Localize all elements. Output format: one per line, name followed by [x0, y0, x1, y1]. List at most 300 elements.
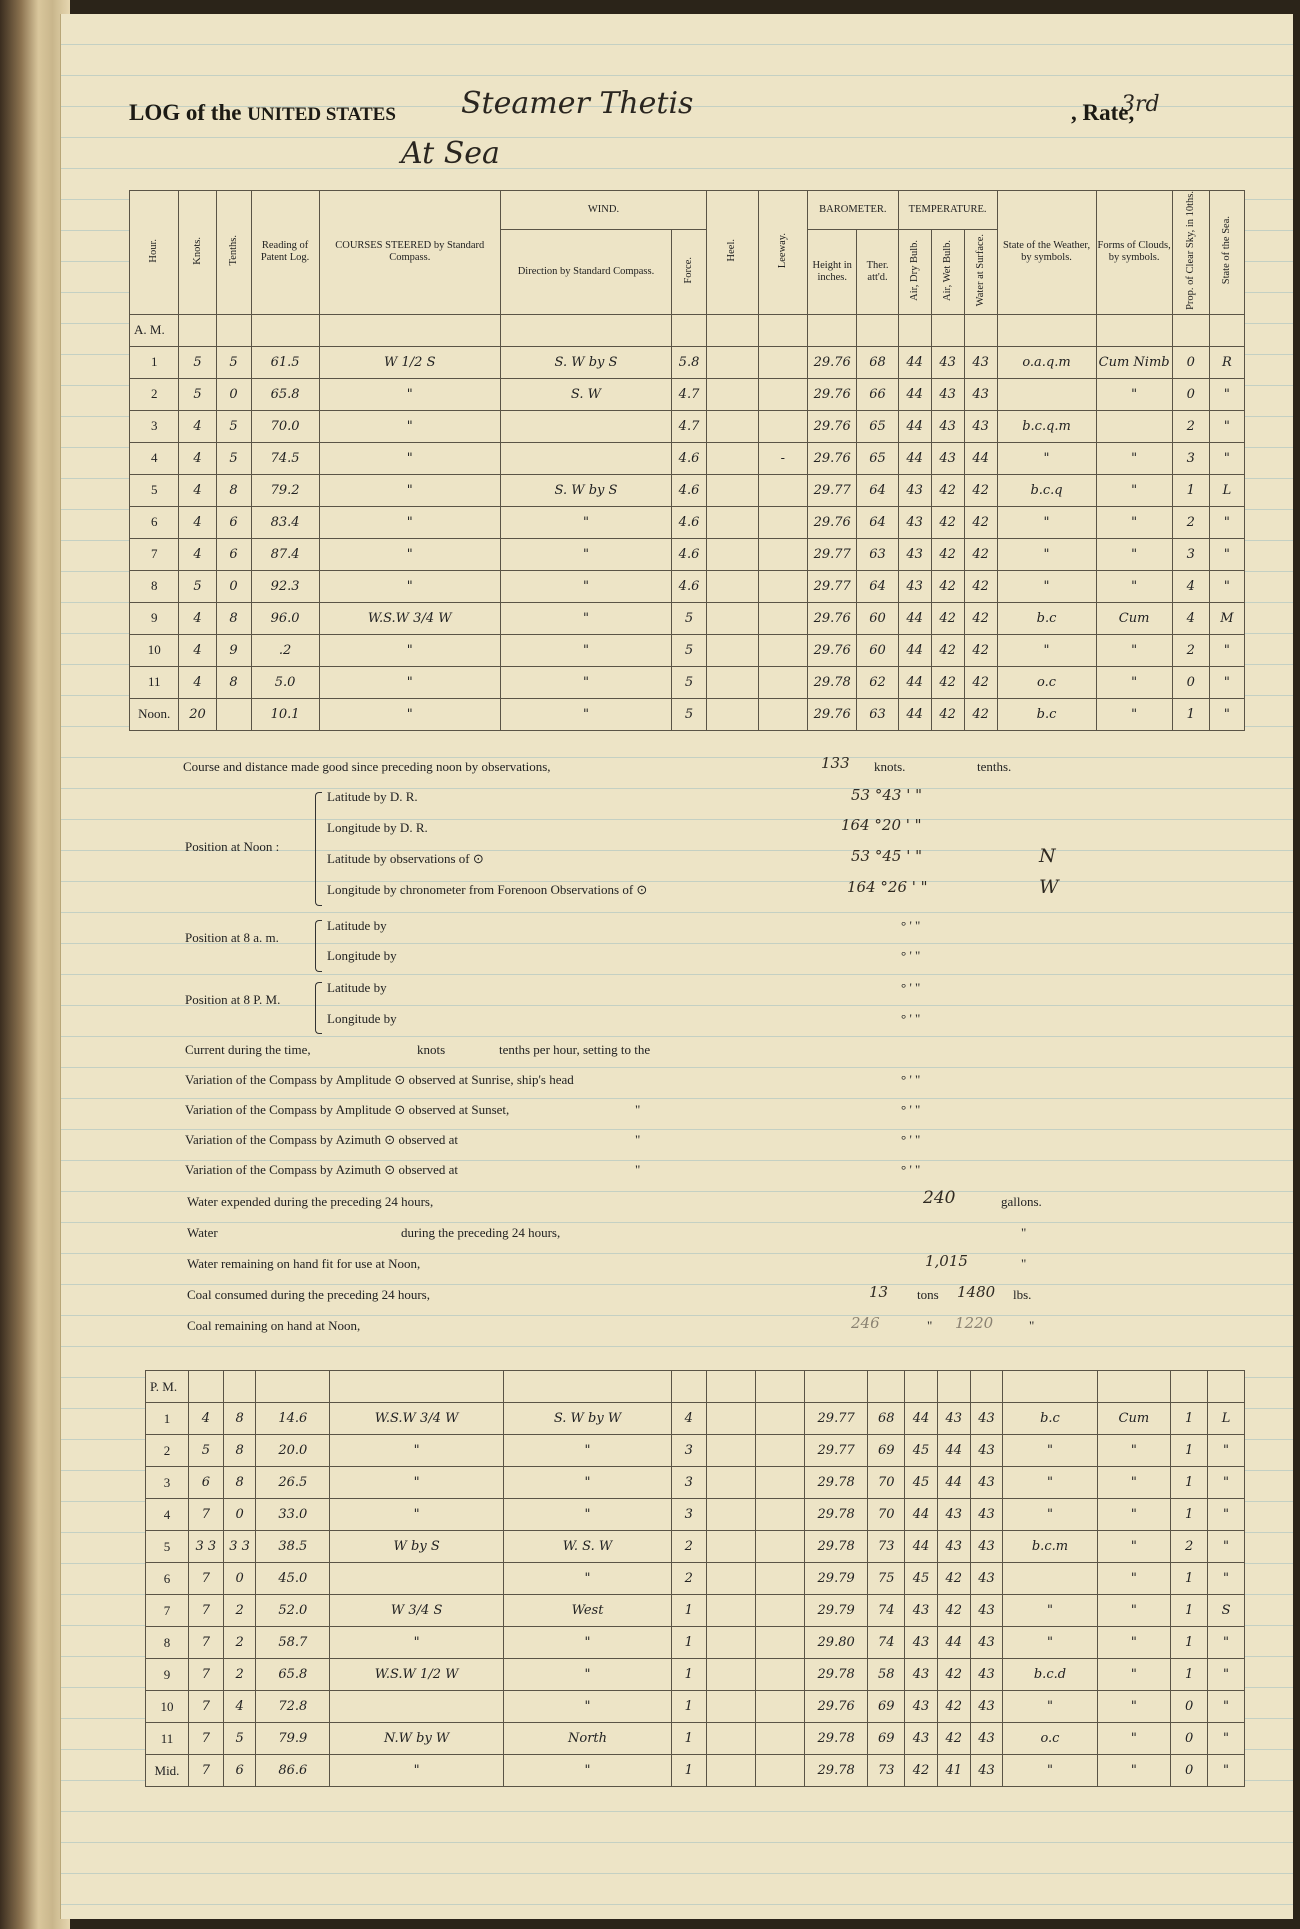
pm-bar-cell: 29.78: [804, 1723, 867, 1755]
am-row: [130, 634, 1245, 666]
current-tenths-label: tenths per hour, setting to the: [499, 1042, 651, 1057]
pos-8am-longitude-label: Longitude by: [327, 948, 397, 963]
pm-water-cell: 43: [970, 1531, 1003, 1563]
am-bar-cell: 29.78: [808, 666, 857, 698]
lat-dr-value: 53 °43 ' ": [851, 786, 923, 804]
am-sea-cell: ": [1209, 506, 1244, 538]
pm-wet-cell: 42: [937, 1723, 970, 1755]
am-course-cell: ": [319, 538, 500, 570]
pm-row: [146, 1563, 1245, 1595]
am-weather-cell: [997, 378, 1096, 410]
pm-bar-cell: 29.78: [804, 1659, 867, 1691]
var-azimuth-label-1: Variation of the Compass by Azimuth ⊙ observed at: [185, 1132, 459, 1147]
pm-bar-cell: 29.76: [804, 1691, 867, 1723]
am-course-cell: ": [319, 634, 500, 666]
am-knots-cell: 4: [179, 602, 216, 634]
coal-remaining-ditto-2: ": [1029, 1318, 1035, 1333]
pm-force-cell: 4: [671, 1403, 706, 1435]
pm-weather-cell: ": [1003, 1627, 1097, 1659]
lat-obs-direction: N: [1039, 845, 1056, 867]
pm-heel-cell: [706, 1595, 755, 1627]
am-wet-cell: 42: [931, 698, 964, 730]
pm-ther-cell: 73: [868, 1755, 905, 1787]
rate-value: 3rd: [1121, 92, 1160, 117]
am-wet-cell: 43: [931, 410, 964, 442]
am-water-cell: 42: [964, 698, 997, 730]
am-ther-cell: 68: [857, 346, 898, 378]
pm-clear-cell: 1: [1171, 1595, 1208, 1627]
pm-ther-cell: 74: [868, 1627, 905, 1659]
pm-knots-cell: 3 3: [188, 1531, 223, 1563]
pm-sea-cell: ": [1208, 1531, 1245, 1563]
pm-knots-cell: 7: [188, 1563, 223, 1595]
tenths-label: tenths.: [977, 759, 1012, 774]
am-weather-cell: b.c.q.m: [997, 410, 1096, 442]
am-log-cell: 92.3: [251, 570, 319, 602]
am-heel-cell: [707, 442, 759, 474]
am-force-cell: 5: [672, 602, 707, 634]
pm-clouds-cell: ": [1097, 1627, 1171, 1659]
am-clouds-cell: ": [1096, 634, 1172, 666]
pm-leeway-cell: [755, 1755, 804, 1787]
pm-period-label: P. M.: [146, 1371, 189, 1403]
current-label: Current during the time,: [185, 1042, 311, 1057]
pm-row: [146, 1499, 1245, 1531]
pm-tenths-cell: 8: [223, 1435, 256, 1467]
lon-chron-direction: W: [1039, 876, 1059, 898]
am-clear-cell: 4: [1172, 570, 1209, 602]
am-hour-cell: 8: [130, 570, 179, 602]
pm-ther-cell: 70: [868, 1467, 905, 1499]
am-clouds-cell: Cum Nimb: [1096, 346, 1172, 378]
am-wet-cell: 42: [931, 474, 964, 506]
pm-tenths-cell: 2: [223, 1595, 256, 1627]
am-leeway-cell: [758, 634, 807, 666]
am-leeway-cell: [758, 346, 807, 378]
pm-hour-cell: 11: [146, 1723, 189, 1755]
pm-sea-cell: ": [1208, 1563, 1245, 1595]
pm-weather-cell: ": [1003, 1755, 1097, 1787]
pm-water-cell: 43: [970, 1723, 1003, 1755]
am-row: [130, 666, 1245, 698]
am-heel-cell: [707, 666, 759, 698]
am-log-cell: 79.2: [251, 474, 319, 506]
pm-wet-cell: 43: [937, 1499, 970, 1531]
am-hour-cell: Noon.: [130, 698, 179, 730]
pos-8am-latitude-value: ° ' ": [901, 918, 921, 933]
am-water-cell: 44: [964, 442, 997, 474]
am-ther-cell: 63: [857, 698, 898, 730]
wet-header: Air, Wet Bulb.: [931, 230, 964, 315]
am-tenths-cell: 9: [216, 634, 251, 666]
pm-sea-cell: L: [1208, 1403, 1245, 1435]
am-bar-cell: 29.77: [808, 538, 857, 570]
am-row: [130, 538, 1245, 570]
pm-hour-cell: 9: [146, 1659, 189, 1691]
coal-remaining-label: Coal remaining on hand at Noon,: [187, 1318, 361, 1333]
am-course-cell: ": [319, 570, 500, 602]
am-water-cell: 42: [964, 474, 997, 506]
pm-leeway-cell: [755, 1467, 804, 1499]
pm-dry-cell: 44: [905, 1499, 938, 1531]
lon-chron-label: Longitude by chronometer from Forenoon Observations of ⊙: [327, 882, 648, 897]
am-ther-cell: 60: [857, 602, 898, 634]
pm-bar-cell: 29.78: [804, 1755, 867, 1787]
am-water-cell: 42: [964, 666, 997, 698]
am-force-cell: 4.6: [672, 570, 707, 602]
pm-course-cell: N.W by W: [330, 1723, 504, 1755]
am-clear-cell: 1: [1172, 698, 1209, 730]
am-leeway-cell: -: [758, 442, 807, 474]
pm-dry-cell: 43: [905, 1691, 938, 1723]
am-course-cell: ": [319, 378, 500, 410]
pm-water-cell: 43: [970, 1627, 1003, 1659]
pm-sea-cell: ": [1208, 1627, 1245, 1659]
pm-heel-cell: [706, 1403, 755, 1435]
am-hour-cell: 10: [130, 634, 179, 666]
var-sunrise-value: ° ' ": [901, 1072, 921, 1087]
pm-bar-cell: 29.77: [804, 1435, 867, 1467]
pm-sea-cell: ": [1208, 1691, 1245, 1723]
am-force-cell: 5: [672, 698, 707, 730]
water-during-ditto: ": [1021, 1225, 1027, 1240]
coal-remaining-lbs: 1220: [955, 1314, 994, 1332]
pm-leeway-cell: [755, 1563, 804, 1595]
pm-hour-cell: 1: [146, 1403, 189, 1435]
height-header: Height in inches.: [808, 230, 857, 315]
pos-8am-label: Position at 8 a. m.: [185, 930, 279, 945]
pm-course-cell: [330, 1691, 504, 1723]
am-water-cell: 42: [964, 538, 997, 570]
pm-log-cell: 38.5: [256, 1531, 330, 1563]
pos-8pm-longitude-value: ° ' ": [901, 1011, 921, 1026]
am-hour-cell: 5: [130, 474, 179, 506]
pm-log-cell: 72.8: [256, 1691, 330, 1723]
am-dry-cell: 43: [898, 506, 931, 538]
var-sunset-ditto: ": [635, 1102, 641, 1117]
am-sea-cell: M: [1209, 602, 1244, 634]
am-wind-cell: S. W by S: [500, 474, 671, 506]
pm-clouds-cell: ": [1097, 1563, 1171, 1595]
water-remaining-label: Water remaining on hand fit for use at Noon,: [187, 1256, 421, 1271]
am-heel-cell: [707, 570, 759, 602]
dry-header: Air, Dry Bulb.: [898, 230, 931, 315]
am-water-cell: 42: [964, 602, 997, 634]
pm-leeway-cell: [755, 1595, 804, 1627]
pm-sea-cell: ": [1208, 1659, 1245, 1691]
coal-consumed-lbs: 1480: [957, 1283, 996, 1301]
am-leeway-cell: [758, 474, 807, 506]
pm-hour-cell: 2: [146, 1435, 189, 1467]
pm-log-cell: 33.0: [256, 1499, 330, 1531]
pm-course-cell: W 3/4 S: [330, 1595, 504, 1627]
am-bar-cell: 29.76: [808, 602, 857, 634]
am-clouds-cell: ": [1096, 506, 1172, 538]
pm-water-cell: 43: [970, 1467, 1003, 1499]
am-knots-cell: 4: [179, 666, 216, 698]
am-knots-cell: 5: [179, 570, 216, 602]
pm-force-cell: 1: [671, 1723, 706, 1755]
location: At Sea: [401, 136, 500, 171]
pos-8pm-longitude-label: Longitude by: [327, 1011, 397, 1026]
am-force-cell: 5.8: [672, 346, 707, 378]
am-knots-cell: 4: [179, 474, 216, 506]
pm-row: [146, 1691, 1245, 1723]
pm-ther-cell: 69: [868, 1435, 905, 1467]
am-ther-cell: 62: [857, 666, 898, 698]
pm-knots-cell: 6: [188, 1467, 223, 1499]
pm-row: [146, 1467, 1245, 1499]
pm-tenths-cell: 0: [223, 1563, 256, 1595]
lon-chron-value: 164 °26 ' ": [847, 878, 928, 896]
clear-header: Prop. of Clear Sky, in 10ths.: [1172, 191, 1209, 315]
pm-wet-cell: 44: [937, 1435, 970, 1467]
am-weather-cell: b.c: [997, 602, 1096, 634]
am-clear-cell: 1: [1172, 474, 1209, 506]
am-knots-cell: 4: [179, 442, 216, 474]
pm-dry-cell: 44: [905, 1531, 938, 1563]
course-distance-label: Course and distance made good since preceding noon by observations,: [183, 759, 551, 774]
pm-clouds-cell: ": [1097, 1595, 1171, 1627]
pm-course-cell: ": [330, 1435, 504, 1467]
var-azimuth-label-2: Variation of the Compass by Azimuth ⊙ observed at: [185, 1162, 459, 1177]
am-leeway-cell: [758, 538, 807, 570]
courses-header: COURSES STEERED by Standard Compass.: [319, 191, 500, 315]
am-tenths-cell: 0: [216, 378, 251, 410]
pm-force-cell: 1: [671, 1627, 706, 1659]
am-clear-cell: 0: [1172, 378, 1209, 410]
am-knots-cell: 4: [179, 538, 216, 570]
am-log-cell: 5.0: [251, 666, 319, 698]
am-wind-cell: ": [500, 666, 671, 698]
am-clear-cell: 0: [1172, 346, 1209, 378]
knots-header: Knots.: [179, 191, 216, 315]
pm-leeway-cell: [755, 1499, 804, 1531]
am-wind-cell: [500, 410, 671, 442]
pm-row: [146, 1627, 1245, 1659]
pm-hour-cell: Mid.: [146, 1755, 189, 1787]
am-sea-cell: ": [1209, 634, 1244, 666]
weather-header: State of the Weather, by symbols.: [997, 191, 1096, 315]
pm-wet-cell: 43: [937, 1403, 970, 1435]
pm-dry-cell: 43: [905, 1723, 938, 1755]
am-heel-cell: [707, 378, 759, 410]
am-dry-cell: 43: [898, 538, 931, 570]
pm-leeway-cell: [755, 1531, 804, 1563]
pm-leeway-cell: [755, 1691, 804, 1723]
pm-ther-cell: 74: [868, 1595, 905, 1627]
pm-leeway-cell: [755, 1723, 804, 1755]
am-knots-cell: 4: [179, 634, 216, 666]
am-wet-cell: 42: [931, 634, 964, 666]
pm-weather-cell: ": [1003, 1691, 1097, 1723]
am-wet-cell: 42: [931, 506, 964, 538]
pm-row: [146, 1531, 1245, 1563]
am-knots-cell: 4: [179, 506, 216, 538]
am-row: [130, 378, 1245, 410]
am-force-cell: 4.6: [672, 474, 707, 506]
am-hour-cell: 4: [130, 442, 179, 474]
tons-label: tons: [917, 1287, 939, 1302]
pm-knots-cell: 7: [188, 1627, 223, 1659]
am-weather-cell: ": [997, 538, 1096, 570]
gallons-label: gallons.: [1001, 1194, 1042, 1209]
pm-water-cell: 43: [970, 1499, 1003, 1531]
am-water-cell: 43: [964, 346, 997, 378]
pm-clouds-cell: Cum: [1097, 1403, 1171, 1435]
pm-ther-cell: 68: [868, 1403, 905, 1435]
pm-water-cell: 43: [970, 1691, 1003, 1723]
am-clouds-cell: Cum: [1096, 602, 1172, 634]
pm-water-cell: 43: [970, 1563, 1003, 1595]
am-ther-cell: 64: [857, 474, 898, 506]
pm-row: [146, 1403, 1245, 1435]
pm-dry-cell: 45: [905, 1435, 938, 1467]
am-wind-cell: ": [500, 698, 671, 730]
pm-log-cell: 45.0: [256, 1563, 330, 1595]
am-course-cell: ": [319, 442, 500, 474]
am-tenths-cell: 0: [216, 570, 251, 602]
am-tenths-cell: 5: [216, 410, 251, 442]
ther-header: Ther. att'd.: [857, 230, 898, 315]
pm-hour-cell: 4: [146, 1499, 189, 1531]
pm-knots-cell: 7: [188, 1499, 223, 1531]
am-heel-cell: [707, 506, 759, 538]
pm-clear-cell: 0: [1171, 1691, 1208, 1723]
var-sunrise-label: Variation of the Compass by Amplitude ⊙ observed at Sunrise, ship's head: [185, 1072, 574, 1087]
am-force-cell: 4.6: [672, 538, 707, 570]
am-log-cell: 10.1: [251, 698, 319, 730]
pm-tenths-cell: 5: [223, 1723, 256, 1755]
pm-heel-cell: [706, 1691, 755, 1723]
pm-water-cell: 43: [970, 1435, 1003, 1467]
am-dry-cell: 44: [898, 698, 931, 730]
pm-clear-cell: 1: [1171, 1627, 1208, 1659]
pm-dry-cell: 43: [905, 1595, 938, 1627]
pm-knots-cell: 7: [188, 1659, 223, 1691]
am-log-cell: 61.5: [251, 346, 319, 378]
am-row: [130, 698, 1245, 730]
pm-force-cell: 2: [671, 1563, 706, 1595]
am-hour-cell: 2: [130, 378, 179, 410]
pm-log-cell: 26.5: [256, 1467, 330, 1499]
am-course-cell: W 1/2 S: [319, 346, 500, 378]
var-azimuth-value-1: ° ' ": [901, 1132, 921, 1147]
am-ther-cell: 63: [857, 538, 898, 570]
pm-knots-cell: 7: [188, 1723, 223, 1755]
am-wet-cell: 42: [931, 602, 964, 634]
am-wet-cell: 42: [931, 666, 964, 698]
am-wet-cell: 43: [931, 378, 964, 410]
pm-clouds-cell: ": [1097, 1499, 1171, 1531]
log-page: [60, 14, 1293, 1919]
pm-tenths-cell: 2: [223, 1659, 256, 1691]
pm-row: [146, 1659, 1245, 1691]
pm-water-cell: 43: [970, 1403, 1003, 1435]
pm-bar-cell: 29.78: [804, 1499, 867, 1531]
var-sunset-label: Variation of the Compass by Amplitude ⊙ observed at Sunset,: [185, 1102, 510, 1117]
am-water-cell: 43: [964, 378, 997, 410]
pm-bar-cell: 29.80: [804, 1627, 867, 1659]
pm-wet-cell: 44: [937, 1627, 970, 1659]
pm-course-cell: ": [330, 1499, 504, 1531]
pm-dry-cell: 43: [905, 1659, 938, 1691]
pm-heel-cell: [706, 1531, 755, 1563]
position-noon-label: Position at Noon :: [185, 839, 280, 854]
am-leeway-cell: [758, 698, 807, 730]
am-knots-cell: 5: [179, 346, 216, 378]
am-dry-cell: 44: [898, 378, 931, 410]
am-heel-cell: [707, 634, 759, 666]
pm-ther-cell: 75: [868, 1563, 905, 1595]
am-sea-cell: R: [1209, 346, 1244, 378]
am-hour-cell: 9: [130, 602, 179, 634]
am-period-label: A. M.: [130, 314, 179, 346]
pm-bar-cell: 29.78: [804, 1467, 867, 1499]
clouds-header: Forms of Clouds, by symbols.: [1096, 191, 1172, 315]
pm-log-cell: 58.7: [256, 1627, 330, 1659]
wind-force-header: Force.: [672, 230, 707, 315]
am-ther-cell: 65: [857, 442, 898, 474]
pm-row: [146, 1755, 1245, 1787]
am-weather-cell: b.c.q: [997, 474, 1096, 506]
am-ther-cell: 65: [857, 410, 898, 442]
pm-course-cell: W.S.W 1/2 W: [330, 1659, 504, 1691]
knots-label: knots.: [874, 759, 906, 774]
pm-course-cell: W by S: [330, 1531, 504, 1563]
am-wet-cell: 43: [931, 346, 964, 378]
am-bar-cell: 29.76: [808, 506, 857, 538]
pm-tenths-cell: 8: [223, 1403, 256, 1435]
am-leeway-cell: [758, 410, 807, 442]
am-clouds-cell: ": [1096, 442, 1172, 474]
pm-bar-cell: 29.78: [804, 1531, 867, 1563]
water-label: Water: [187, 1225, 218, 1240]
coal-consumed-tons: 13: [869, 1283, 889, 1301]
am-force-cell: 4.6: [672, 442, 707, 474]
pm-clear-cell: 1: [1171, 1403, 1208, 1435]
pm-course-cell: ": [330, 1627, 504, 1659]
am-sea-cell: ": [1209, 538, 1244, 570]
var-azimuth-value-2: ° ' ": [901, 1162, 921, 1177]
water-header: Water at Surface.: [964, 230, 997, 315]
pm-clouds-cell: ": [1097, 1723, 1171, 1755]
am-clouds-cell: [1096, 410, 1172, 442]
lat-dr-label: Latitude by D. R.: [327, 789, 418, 804]
am-sea-cell: ": [1209, 698, 1244, 730]
water-expended-value: 240: [923, 1188, 956, 1208]
am-row: [130, 442, 1245, 474]
pm-knots-cell: 7: [188, 1595, 223, 1627]
pm-heel-cell: [706, 1435, 755, 1467]
pm-wet-cell: 42: [937, 1595, 970, 1627]
pm-clouds-cell: ": [1097, 1755, 1171, 1787]
am-log-cell: 70.0: [251, 410, 319, 442]
pm-heel-cell: [706, 1499, 755, 1531]
heel-header: Heel.: [707, 191, 759, 315]
am-leeway-cell: [758, 506, 807, 538]
pm-wet-cell: 42: [937, 1563, 970, 1595]
am-weather-cell: ": [997, 442, 1096, 474]
pm-leeway-cell: [755, 1659, 804, 1691]
am-ther-cell: 66: [857, 378, 898, 410]
am-weather-cell: ": [997, 634, 1096, 666]
pm-wet-cell: 41: [937, 1755, 970, 1787]
pm-weather-cell: b.c.d: [1003, 1659, 1097, 1691]
am-bar-cell: 29.76: [808, 378, 857, 410]
am-clear-cell: 2: [1172, 634, 1209, 666]
am-dry-cell: 44: [898, 666, 931, 698]
